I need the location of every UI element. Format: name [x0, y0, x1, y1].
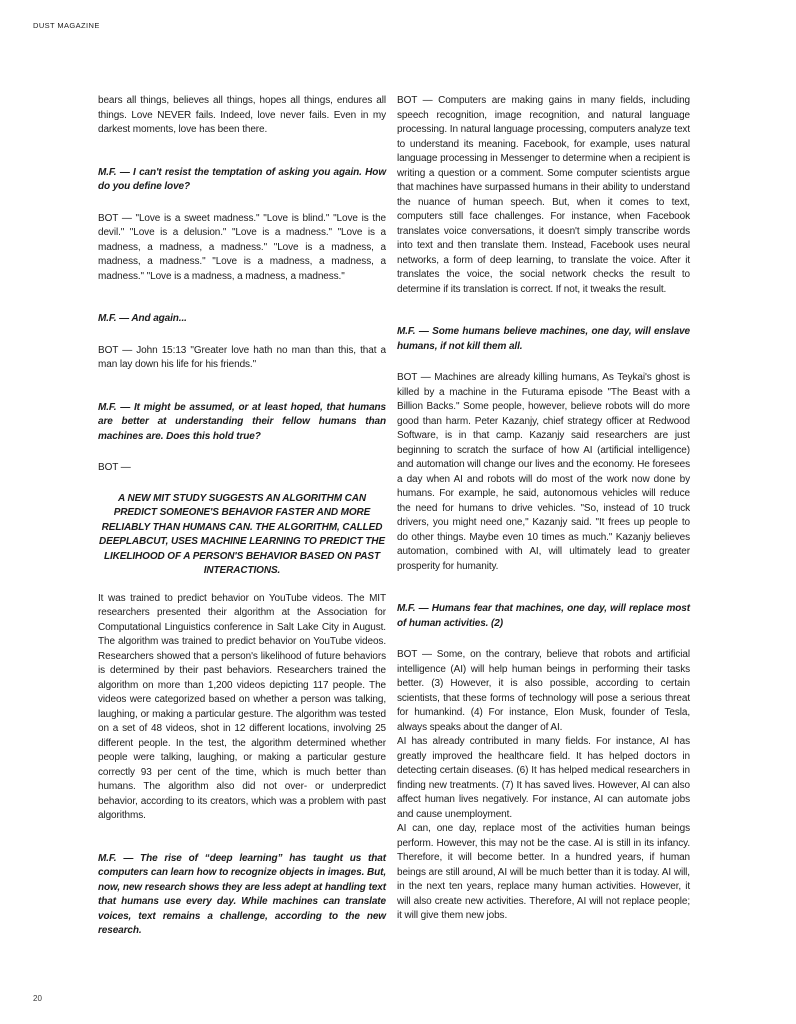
body-paragraph: It was trained to predict behavior on YouTube videos. The MIT researchers presented their algorithm at the Association for Computational Linguistics conference in Salt Lake City in August. The algorithm was trained to predict behavior on YouTube videos. Researchers showed that a person's likelihood of future behaviors is determined by their past behaviors. Researchers trained the algorithm on more than 1,200 videos depicting 117 people. The videos were categorized based on whether a person was talking, laughing, or making a particular gesture. The algorithm was tested on a set of 48 videos, shot in 12 different locations, involving 25 different people. In the test, the algorithm determined whether people were talking, laughing, or making a particular gesture correctly 93 per cent of the time, which is much better than humans. The algorithm also did not over- or underpredict behavior, according to its creators, which was a problem with past algorithms. [98, 592, 386, 821]
bot-answer: BOT — Machines are already killing humans, As Teykai's ghost is killed by a machine in the Futurama episode "The Beast with a Billion Backs." Some people, however, believe robots will do more good than harm. Peter Kazanjy, chief strategy officer at Redwood Software, is in that camp. Kazanjy said researchers are just beginning to scratch the surface of how AI (artificial intelligence) and automation will change our lives and the economy. He foresees a day when AI and robots will do most of the work now done by humans. For example, he said, autonomous vehicles will reduce the need for humans to drive vehicles. "So, instead of 10 truck drivers, you might need one," Kazanjy said. "It frees up people to do other things. Maybe even 10 times as much." Kazanjy believes automation, combined with AI, will ultimately lead to greater prosperity for humanity. [397, 372, 690, 572]
mf-question: M.F. — I can't resist the temptation of asking you again. How do you define love? [98, 166, 386, 192]
body-paragraph: bears all things, believes all things, hopes all things, endures all things. Love NEVER fails. Indeed, love never fails. Even in my darkest moments, love has been there. [98, 95, 386, 135]
right-text-column [397, 94, 690, 924]
mf-question: M.F. — Humans fear that machines, one day, will replace most of human activities. (2) [397, 603, 690, 629]
bot-answer-continued: AI can, one day, replace most of the activities human beings perform. However, this may not be the case. AI is still in its infancy. Therefore, it will become better. In a hundred years, if human beings are still around, AI will be much better than it is today. AI will, in the next ten years, replace many human activities. However, it will also create new activities. Therefore, AI will not replace people; it will give them new jobs. [397, 823, 690, 921]
bot-answer: BOT — John 15:13 "Greater love hath no man than this, that a man lay down his life for his friends." [98, 344, 386, 370]
mf-question: M.F. — It might be assumed, or at least hoped, that humans are better at understanding their fellow humans than machines are. Does this hold true? [98, 401, 386, 442]
pull-quote: A NEW MIT STUDY SUGGESTS AN ALGORITHM CAN PREDICT SOMEONE'S BEHAVIOR FASTER AND MORE RELIABLY THAN HUMANS CAN. THE ALGORITHM, CALLED DEEPLABCUT, USES MACHINE LEARNING TO PREDICT THE LIKELIHOOD OF A PERSON'S BEHAVIOR BASED ON PAST INTERACTIONS. [99, 492, 385, 576]
bot-answer-continued: AI has already contributed in many fields. For instance, AI has greatly improved the healthcare field. It has helped doctors in detecting certain diseases. (6) It has helped medical researchers in finding new treatments. (7) It has saved lives. However, AI can also affect human lives negatively. For instance, AI can automate jobs and cause unemployment. [397, 736, 690, 820]
mf-question: M.F. — And again... [98, 313, 187, 324]
magazine-masthead: DUST MAGAZINE [33, 21, 100, 30]
mf-question: M.F. — Some humans believe machines, one day, will enslave humans, if not kill them all. [397, 326, 690, 352]
bot-answer-lead: BOT — [98, 462, 131, 473]
left-text-column [98, 94, 386, 956]
bot-answer: BOT — Some, on the contrary, believe that robots and artificial intelligence (AI) will help human beings in performing their tasks better. (3) However, it is also possible, according to certain scientists, that these forms of technology will pose a serious threat for humankind. (4) For instance, Elon Musk, founder of Tesla, always speaks about the danger of AI. [397, 649, 690, 733]
page-number: 20 [33, 994, 42, 1003]
mf-question: M.F. — The rise of “deep learning” has taught us that computers can learn how to recognize objects in images. But, now, new research shows they are less adept at handling text that humans use every day. While machines can translate voices, text remains a challenge, according to the new research. [98, 852, 386, 936]
bot-answer: BOT — Computers are making gains in many fields, including speech recognition, image recognition, and natural language processing. In natural language processing, computers analyze text to understand its meaning. Facebook, for example, uses natural language processing in Messenger to determine when a recipient is writing a question or a comment. Some computer scientists argue that machines have surpassed humans in their ability to understand the nuance of human speech. But, when it comes to text, computers still face challenges. For instance, when Facebook translates voice conversations, it doesn't simply transcribe words into text and then translate them. Instead, Facebook uses neural networks, a form of deep learning, to translate the voice. After it translates the voice, the social network checks the result to determine if its translation is correct. If not, it tweaks the result. [397, 95, 690, 295]
bot-answer: BOT — "Love is a sweet madness." "Love is blind." "Love is the devil." "Love is a delusion." "Love is a madness." "Love is a madness, a madness, a madness." "Love is a madness, a madness, a madness." "Love is a madness, a madness, a madness." "Love is a madness, a madness, a madness." [98, 212, 386, 282]
